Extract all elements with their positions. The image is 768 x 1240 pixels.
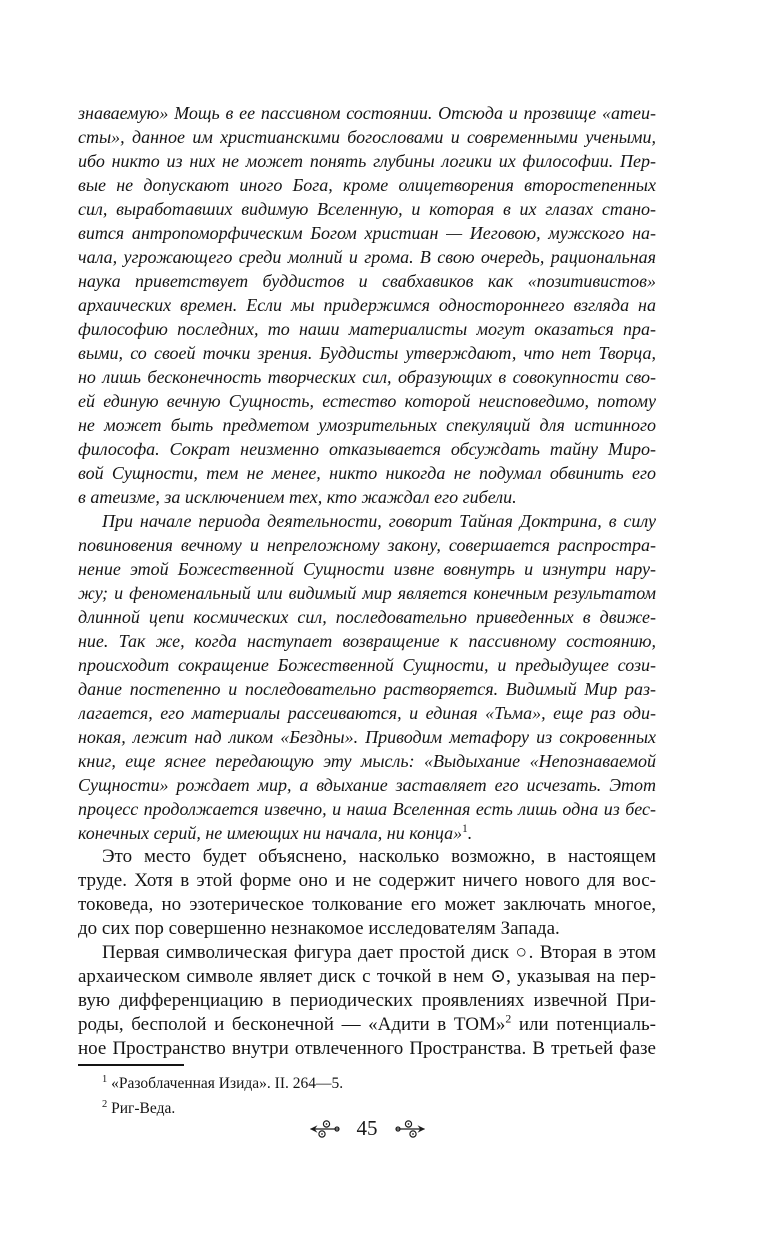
footnote-text: «Разоблаченная Изида». II. 264—5. <box>107 1075 344 1092</box>
body-text <box>78 101 656 1061</box>
text-line: чала, угрожающего среди молний и грома. В свою очередь, рациональная <box>78 247 656 267</box>
text-line: нокая, лежит над ликом «Бездны». Приводим метафору из сокровенных <box>78 727 656 747</box>
footnotes <box>78 1071 656 1121</box>
text-line: философию последних, то наши материалисты могут оказаться пра- <box>78 319 656 339</box>
footnote-divider <box>78 1064 184 1066</box>
text-line: в атеизме, за исключением тех, кто жаждал его гибели. <box>78 487 517 507</box>
text-line: длинной цепи космических сил, последовательно приведенных в движе- <box>78 607 656 627</box>
text-line: ибо никто из них не может понять глубины логики их философии. Пер- <box>78 151 656 171</box>
text-line: книг, еще яснее передающую эту мысль: «Выдыхание «Непознаваемой <box>78 751 656 771</box>
page-number: 45 <box>356 1116 378 1140</box>
paragraph-2 <box>78 509 656 845</box>
line-text: или потенциаль- <box>511 1014 656 1035</box>
text-line: наука приветствует буддистов и свабхавиков как «позитивистов» <box>78 271 656 291</box>
line-text: . <box>467 823 473 843</box>
text-line: сил, выработавших видимую Вселенную, и которая в их глазах стано- <box>78 199 656 219</box>
text-line: лагается, его материалы рассеиваются, и единая «Тьма», еще раз оди- <box>78 703 656 723</box>
text-line: но лишь бесконечность творческих сил, образующих в совокупности сво- <box>78 367 656 387</box>
text-line <box>78 821 656 845</box>
fleuron-ornament-left <box>309 1119 341 1139</box>
text-line: вые не допускают иного Бога, кроме олицетворения второстепенных <box>78 175 656 195</box>
text-line: процесс продолжается извечно, и наша Вселенная есть лишь одна из бес- <box>78 799 656 819</box>
line-text: роды, бесполой и бесконечной — «Адити в ТОМ» <box>78 1014 506 1035</box>
fleuron-ornament-right <box>394 1119 426 1139</box>
footnote-text: Риг-Веда. <box>107 1100 176 1117</box>
text-line: выми, со своей точки зрения. Буддисты утверждают, что нет Творца, <box>78 343 656 363</box>
text-line: ное Пространство внутри отвлеченного Пространства. В третьей фазе <box>78 1038 656 1059</box>
text-line: не может быть предметом умозрительных спекуляций для истинного <box>78 415 656 435</box>
text-line: повиновения вечному и непреложному закону, совершается распростра- <box>78 535 656 555</box>
text-line: вой Сущности, тем не менее, никто никогда не подумал обвинить его <box>78 463 656 483</box>
text-line: Это место будет объяснено, насколько возможно, в настоящем <box>102 846 656 867</box>
text-line: архаическом символе являет диск с точкой в нем ⊙, указывая на пер- <box>78 966 656 987</box>
text-line: архаических времен. Если мы придержимся одностороннего взгляда на <box>78 295 656 315</box>
text-line: дание постепенно и последовательно растворяется. Видимый Мир раз- <box>78 679 656 699</box>
text-line: токоведа, но эзотерическое толкование его может заключать многое, <box>78 894 656 915</box>
footnote-reference: 1 <box>462 823 468 835</box>
text-line: философа. Сократ неизменно отказывается обсуждать тайну Миро- <box>78 439 656 459</box>
text-line: сты», данное им христианскими богословами и современными учеными, <box>78 127 656 147</box>
paragraph-3 <box>78 845 656 941</box>
text-line: Первая символическая фигура дает простой диск ○. Вторая в этом <box>102 942 656 963</box>
page-footer <box>78 1116 656 1141</box>
text-line: до сих пор совершенно незнакомое исследователям Запада. <box>78 918 560 939</box>
text-line: ей единую вечную Сущность, естество которой неисповедимо, потому <box>78 391 656 411</box>
text-line: Сущности» рождает мир, а вдыхание заставляет его исчезать. Этот <box>78 775 656 795</box>
text-line: вую дифференциацию в периодических проявлениях извечной При- <box>78 990 656 1011</box>
text-line: происходит сокращение Божественной Сущности, и предыдущее сози- <box>78 655 656 675</box>
footnote-number: 2 <box>102 1098 108 1110</box>
paragraph-1 <box>78 101 656 509</box>
text-line: труде. Хотя в этой форме оно и не содержит ничего нового для вос- <box>78 870 656 891</box>
text-line <box>78 1013 656 1037</box>
footnote-item <box>78 1071 656 1096</box>
footnote-reference: 2 <box>505 1013 512 1026</box>
text-line: вится антропоморфическим Богом христиан — Иеговою, мужского на- <box>78 223 656 243</box>
text-line: ние. Так же, когда наступает возвращение к пассивному состоянию, <box>78 631 656 651</box>
line-text: конечных серий, не имеющих ни начала, ни конца» <box>78 823 463 843</box>
text-line: жу; и феноменальный или видимый мир является конечным результатом <box>78 583 656 603</box>
paragraph-4 <box>78 941 656 1061</box>
text-line: знаваемую» Мощь в ее пассивном состоянии. Отсюда и прозвище «атеи- <box>78 103 656 123</box>
footnote-number: 1 <box>102 1073 108 1085</box>
text-line: нение этой Божественной Сущности извне вовнутрь и изнутри нару- <box>78 559 656 579</box>
text-line: При начале периода деятельности, говорит Тайная Доктрина, в силу <box>102 511 656 531</box>
